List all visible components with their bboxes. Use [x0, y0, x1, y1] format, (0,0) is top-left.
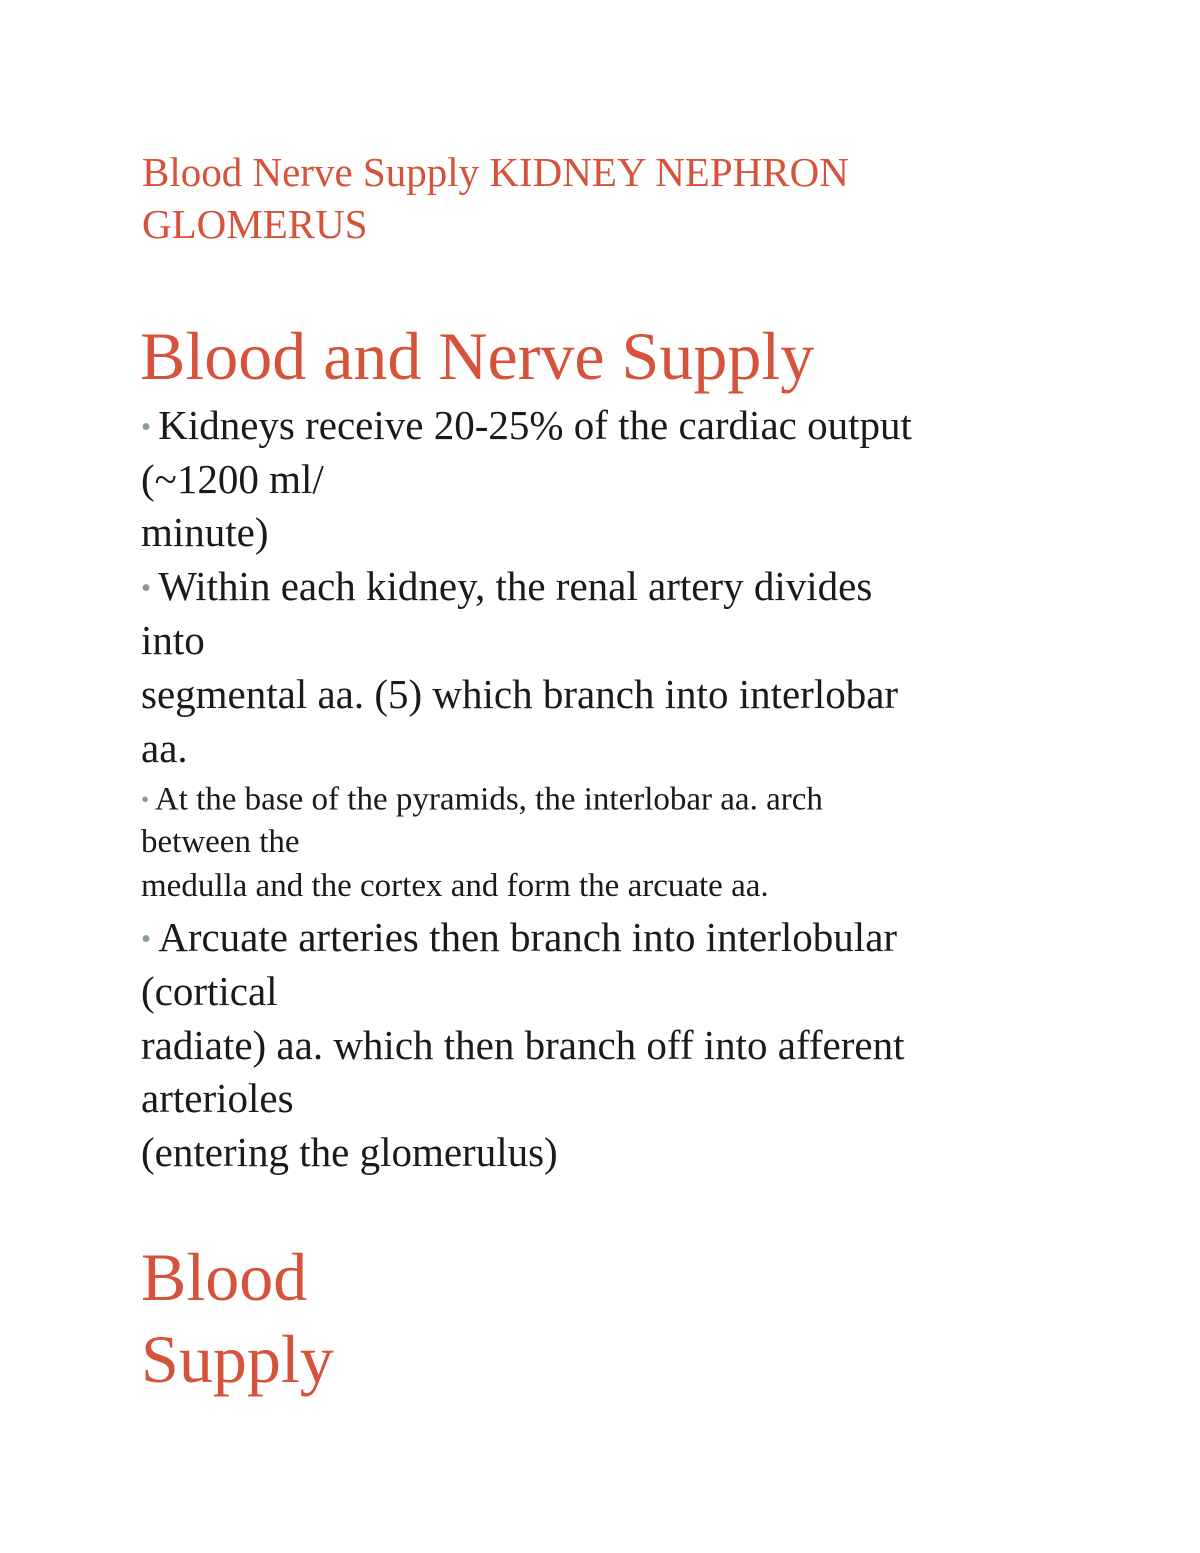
bullet-item-interlobar-arch: [141, 777, 823, 821]
line-continuation: between the: [141, 824, 300, 860]
line-continuation: minute): [141, 509, 269, 555]
line-continuation: segmental aa. (5) which branch into interlobar: [141, 671, 899, 717]
line-text: Within each kidney, the renal artery divides: [158, 563, 873, 609]
line-text: At the base of the pyramids, the interlobar aa. arch: [154, 781, 823, 818]
bullet-icon: •: [141, 411, 152, 444]
bullet-item-renal-artery: [141, 559, 872, 615]
bullet-item-arcuate-arteries: [141, 910, 897, 966]
bullet-item-cardiac-output: [141, 398, 912, 454]
line-continuation: (~1200 ml/: [141, 456, 324, 502]
line-continuation: radiate) aa. which then branch off into afferent: [141, 1022, 905, 1068]
document-title: Blood Nerve Supply KIDNEY NEPHRON GLOMERUS: [142, 149, 849, 247]
bullet-icon: •: [141, 923, 152, 956]
line-continuation: medulla and the cortex and form the arcuate aa.: [141, 868, 769, 904]
bullet-icon: •: [141, 572, 152, 605]
line-text: Kidneys receive 20-25% of the cardiac output: [158, 402, 912, 448]
line-continuation: into: [141, 617, 205, 663]
line-continuation: (entering the glomerulus): [141, 1129, 558, 1175]
section-heading-blood-supply: [141, 1236, 334, 1400]
line-text: Arcuate arteries then branch into interlobular: [158, 914, 898, 960]
line-continuation: aa.: [141, 725, 188, 771]
section-heading-blood-and-nerve-supply: Blood and Nerve Supply: [140, 318, 815, 394]
bullet-icon: •: [141, 786, 150, 812]
heading-line: Supply: [141, 1321, 334, 1397]
heading-line: Blood: [141, 1239, 308, 1315]
line-continuation: (cortical: [141, 968, 278, 1014]
line-continuation: arterioles: [141, 1075, 294, 1121]
